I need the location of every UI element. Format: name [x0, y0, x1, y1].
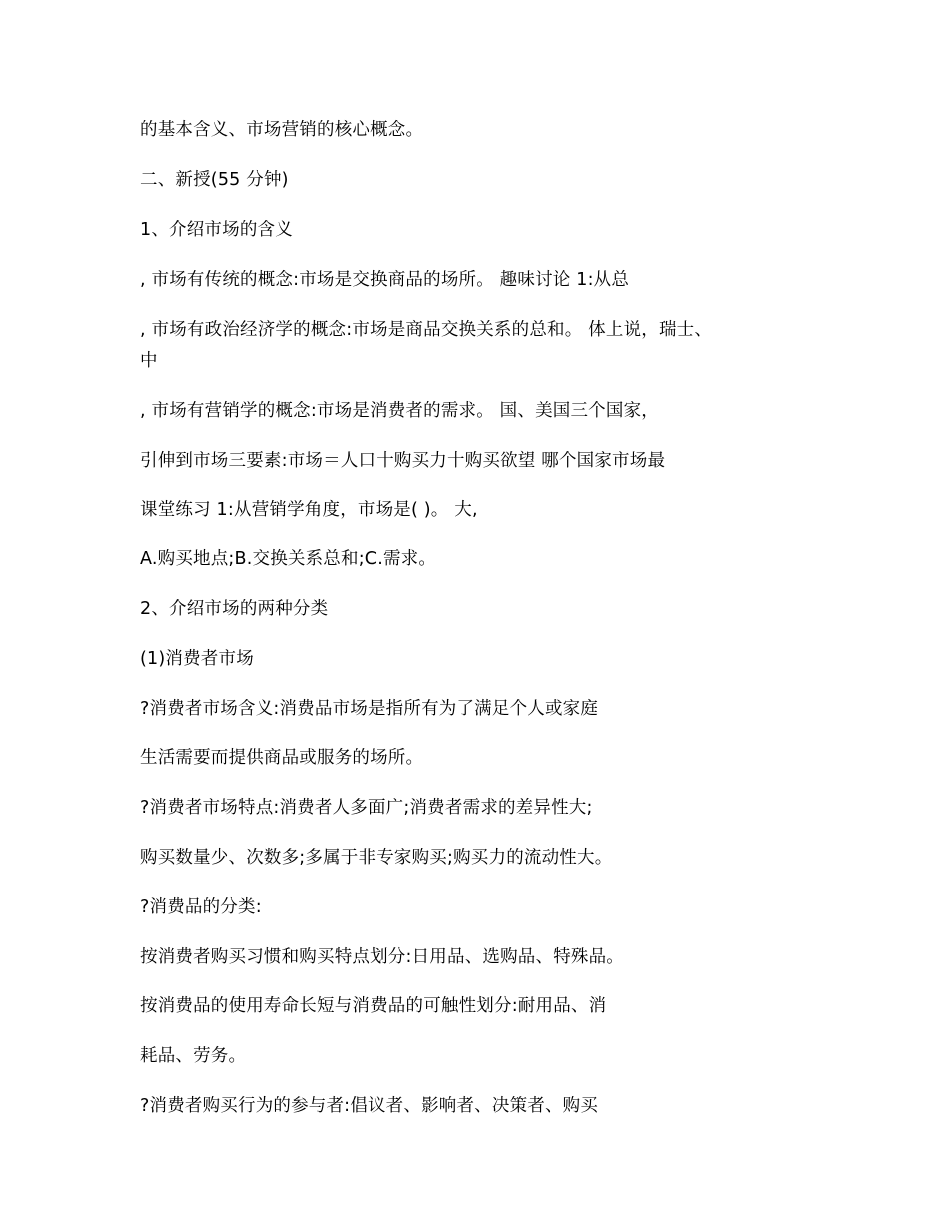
text-line: ?消费者市场含义:消费品市场是指所有为了满足个人或家庭 — [140, 699, 599, 719]
text-line: 生活需要而提供商品或服务的场所。 — [140, 748, 424, 768]
text-line: 引伸到市场三要素:市场＝人口十购买力十购买欲望 哪个国家市场最 — [140, 451, 666, 471]
text-line: ?消费者市场特点:消费者人多面广;消费者需求的差异性大; — [140, 798, 593, 818]
text-line: , 市场有政治经济学的概念:市场是商品交换关系的总和。 体上说，瑞士、 — [140, 320, 713, 340]
text-line: 按消费品的使用寿命长短与消费品的可触性划分:耐用品、消 — [140, 996, 607, 1016]
text-line: , 市场有传统的概念:市场是交换商品的场所。 趣味讨论 1:从总 — [140, 270, 630, 290]
text-line: 耗品、劳务。 — [140, 1046, 247, 1066]
text-line: 1、介绍市场的含义 — [140, 220, 293, 240]
text-line: ?消费者购买行为的参与者:倡议者、影响者、决策者、购买 — [140, 1096, 599, 1116]
text-line: A.购买地点;B.交换关系总和;C.需求。 — [140, 549, 437, 569]
text-line: , 市场有营销学的概念:市场是消费者的需求。 国、美国三个国家， — [140, 401, 659, 421]
text-line: (1)消费者市场 — [140, 649, 254, 669]
text-line: 的基本含义、市场营销的核心概念。 — [140, 120, 424, 140]
text-line: 课堂练习 1:从营销学角度，市场是( )。 大, — [140, 500, 478, 520]
text-line: 中 — [140, 351, 158, 371]
text-line: 二、新授(55 分钟) — [140, 170, 289, 190]
text-line: 按消费者购买习惯和购买特点划分:日用品、选购品、特殊品。 — [140, 947, 624, 967]
text-line: 购买数量少、次数多;多属于非专家购买;购买力的流动性大。 — [140, 848, 613, 868]
text-line: ?消费品的分类: — [140, 897, 262, 917]
text-line: 2、介绍市场的两种分类 — [140, 599, 329, 619]
